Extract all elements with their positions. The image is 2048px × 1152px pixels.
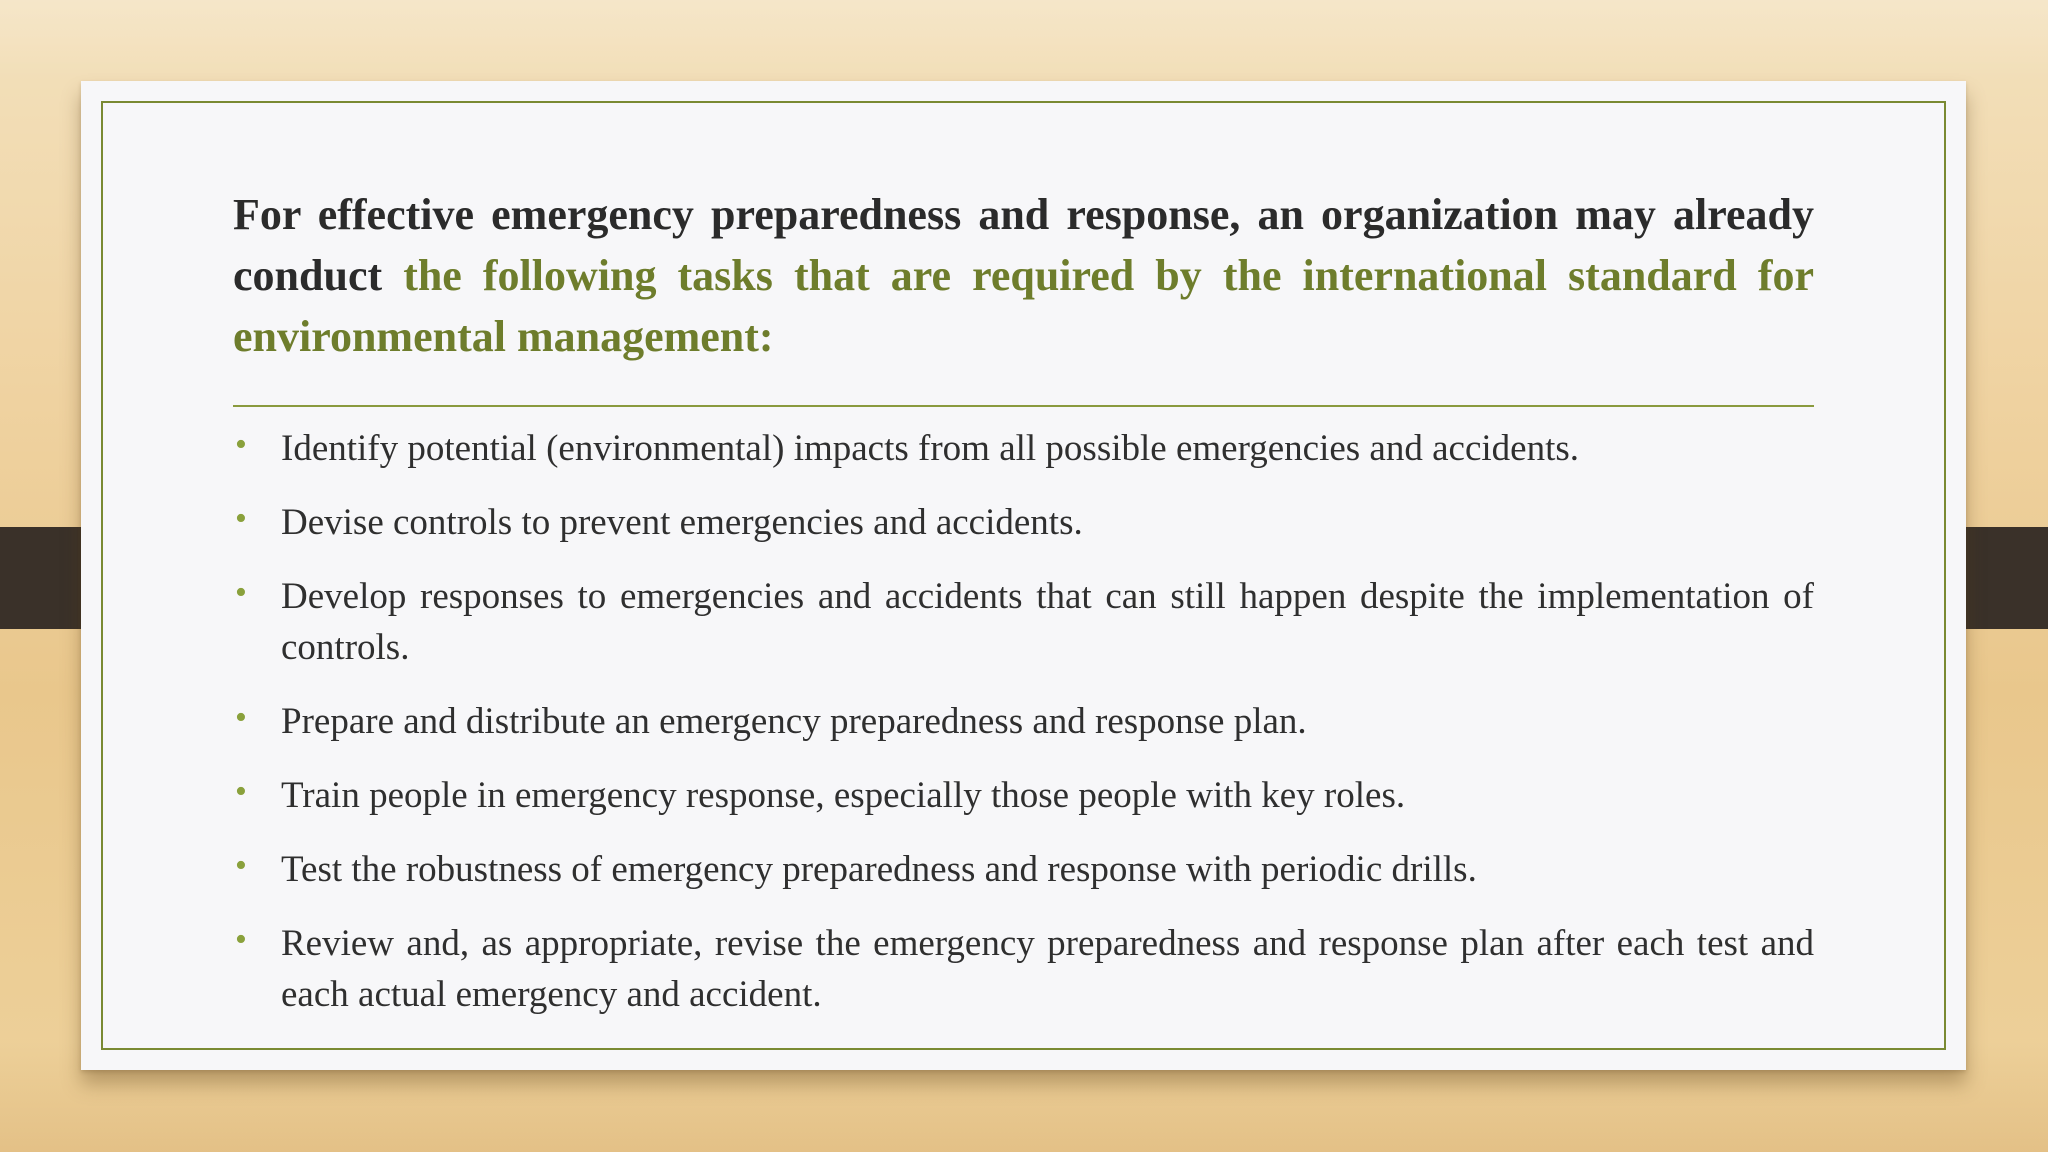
slide-heading xyxy=(233,184,1814,367)
bullet-icon: • xyxy=(235,773,247,810)
bullet-icon: • xyxy=(235,500,247,537)
bullet-text: Train people in emergency response, especially those people with key roles. xyxy=(281,775,1406,816)
bullet-text: Identify potential (environmental) impacts from all possible emergencies and accidents. xyxy=(281,428,1579,469)
list-item xyxy=(233,696,1814,747)
list-item xyxy=(233,844,1814,895)
bullet-text: Test the robustness of emergency preparedness and response with periodic drills. xyxy=(281,849,1477,890)
bullet-icon: • xyxy=(235,574,247,611)
bullet-text: Devise controls to prevent emergencies and accidents. xyxy=(281,502,1083,543)
bullet-text: Develop responses to emergencies and accidents that can still happen despite the implementation of controls. xyxy=(281,576,1814,668)
wood-background-highlight xyxy=(0,0,2048,80)
bullet-icon: • xyxy=(235,847,247,884)
bullet-icon: • xyxy=(235,426,247,463)
bullet-icon: • xyxy=(235,699,247,736)
list-item xyxy=(233,423,1814,474)
list-item xyxy=(233,770,1814,821)
slide-card xyxy=(81,81,1966,1070)
list-item xyxy=(233,497,1814,548)
bullet-list xyxy=(233,423,1814,1043)
bullet-text: Prepare and distribute an emergency preparedness and response plan. xyxy=(281,701,1307,742)
heading-accent-text: the following tasks that are required by the international standard for environmental management: xyxy=(233,251,1814,361)
bullet-text: Review and, as appropriate, revise the emergency preparedness and response plan after each test and each actual emergency and accident. xyxy=(281,923,1814,1015)
bullet-icon: • xyxy=(235,921,247,958)
heading-plain-text: For effective emergency preparedness and response, an organization may already conduct xyxy=(233,190,1814,300)
list-item xyxy=(233,571,1814,673)
heading-divider xyxy=(233,405,1814,407)
list-item xyxy=(233,918,1814,1020)
